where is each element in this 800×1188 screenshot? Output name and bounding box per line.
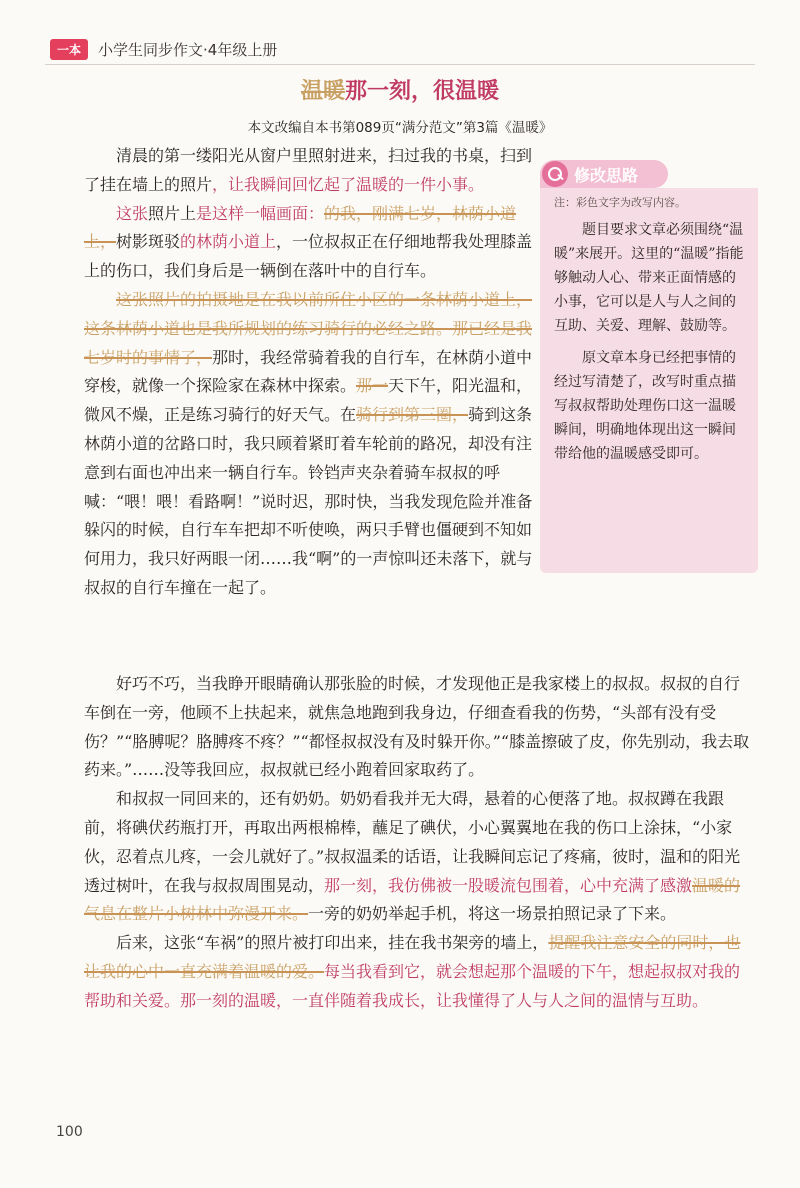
revision-note-1: 题目要求文章必须围绕“温暖”来展开。这里的“温暖”指能够触动人心、带来正面情感的小事，它可以是人与人之间的互助、关爱、理解、鼓励等。	[554, 222, 744, 334]
essay-body-bottom	[84, 670, 752, 1016]
book-title: 小学生同步作文·4年级上册	[98, 40, 278, 59]
publisher-logo: 一本	[50, 39, 88, 60]
paragraph-2: 这张照片上是这样一幅画面：的我，刚满七岁，林荫小道上，树影斑驳的林荫小道上，一位叔叔正在仔细地帮我处理膝盖上的伤口，我们身后是一辆倒在落叶中的自行车。	[84, 203, 533, 281]
paragraph-1: 清晨的第一缕阳光从窗户里照射进来，扫过我的书桌，扫到了挂在墙上的照片，让我瞬间回忆起了温暖的一件小事。	[84, 146, 533, 194]
magnifier-icon	[542, 161, 568, 187]
paragraph-3: 这张照片的拍摄地是在我以前所住小区的一条林荫小道上，这条林荫小道也是我所规划的练习骑行的必经之路。那已经是我七岁时的事情了，那时，我经常骑着我的自行车，在林荫小道中穿梭，就像一个探险家在森林中探索。那一天下午，阳光温和，微风不燥，正是练习骑行的好天气。在骑行到第三圈，骑到这条林荫小道的岔路口时，我只顾着紧盯着车轮前的路况，却没有注意到右面也冲出来一辆自行车。铃铛声夹杂着骑车叔叔的呼喊：“喂！喂！看路啊！”说时迟，那时快，当我发现危险并准备躲闪的时候，自行车车把却不听使唤，两只手臂也僵硬到不知如何用力，我只好两眼一闭……我“啊”的一声惊叫还未落下，就与叔叔的自行车撞在一起了。	[84, 289, 533, 597]
paragraph-5: 和叔叔一同回来的，还有奶奶。奶奶看我并无大碍，悬着的心便落了地。叔叔蹲在我跟前，将碘伏药瓶打开，再取出两根棉棒，蘸足了碘伏，小心翼翼地在我的伤口上涂抹，“小家伙，忍着点儿疼，一会儿就好了。”叔叔温柔的话语，让我瞬间忘记了疼痛，彼时，温和的阳光透过树叶，在我与叔叔周围晃动，那一刻，我仿佛被一股暖流包围着，心中充满了感激温暖的气息在整片小树林中弥漫开来。一旁的奶奶举起手机，将这一场景拍照记录了下来。	[84, 789, 741, 924]
revision-notes-legend: 注：彩色文字为改写内容。	[554, 196, 686, 209]
paragraph-6: 后来，这张“车祸”的照片被打印出来，挂在我书架旁的墙上，提醒我注意安全的同时，也让我的心中一直充满着温暖的爱。每当我看到它，就会想起那个温暖的下午，想起叔叔对我的帮助和关爱。那一刻的温暖，一直伴随着我成长，让我懂得了人与人之间的温情与互助。	[84, 933, 741, 1010]
header-divider	[45, 64, 755, 65]
essay-title	[0, 74, 800, 105]
revision-notes-box	[540, 188, 758, 573]
source-note: 本文改编自本书第089页“满分范文”第3篇《温暖》	[247, 120, 553, 136]
revision-notes-title: 修改思路	[574, 165, 639, 185]
revision-notes-panel	[540, 160, 758, 580]
essay-body-top	[84, 142, 538, 603]
page-number: 100	[56, 1124, 83, 1140]
title-deleted: 温暖	[300, 79, 345, 104]
revision-notes-tab	[540, 160, 668, 188]
page-header	[50, 38, 277, 60]
paragraph-4: 好巧不巧，当我睁开眼睛确认那张脸的时候，才发现他正是我家楼上的叔叔。叔叔的自行车倒在一旁，他顾不上扶起来，就焦急地跑到我身边，仔细查看我的伤势，“头部有没有受伤？”“胳膊呢？胳膊疼不疼？”“都怪叔叔没有及时躲开你。”“膝盖擦破了皮，你先别动，我去取药来。”……没等我回应，叔叔就已经小跑着回家取药了。	[84, 674, 750, 780]
title-added: 那一刻，很温暖	[345, 79, 500, 104]
revision-notes-text	[554, 218, 748, 474]
revision-note-2: 原文章本身已经把事情的经过写清楚了，改写时重点描写叔叔帮助处理伤口这一温暖瞬间，明确地体现出这一瞬间带给他的温暖感受即可。	[554, 350, 736, 462]
